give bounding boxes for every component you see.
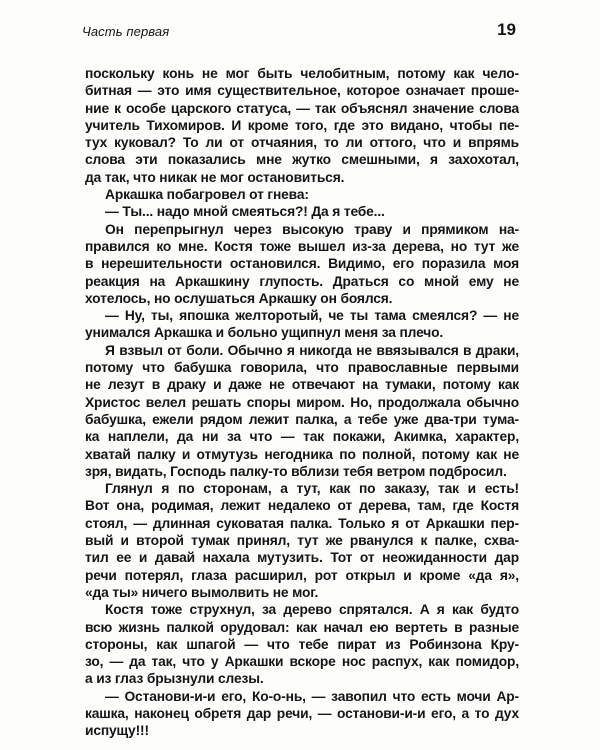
text-line: Христос велел решать споры миром. Но, продолжала обычно [85, 394, 519, 410]
text-line: Вот она, родимая, лежит недалеко от дерева, там, где Костя [85, 498, 519, 514]
text-line: хотелось, но ослушаться Аркашку он боялся. [85, 290, 393, 306]
text-line: речи потерял, глаза расширил, рот открыл и кроме «да я», [85, 567, 519, 583]
text-line: хватай палку и отмутузь негодника по полной, потому как не [85, 446, 519, 462]
text-line: потому что бабушка говорила, что православные первыми [85, 360, 519, 376]
text-line: правился ко мне. Костя тоже вышел из-за дерева, но тут же [85, 238, 519, 254]
running-header [82, 18, 516, 44]
text-line: «да ты» ничего вымолвить не мог. [85, 584, 319, 600]
text-line: бабушка, ежели рядом лежит палка, а тебе уже два-три тума- [85, 411, 519, 427]
text-line: — Останови-и-и его, Ко-о-нь, — завопил что есть мочи Ар- [105, 688, 519, 704]
text-line: унимался Аркашка и больно ущипнул меня за плечо. [85, 325, 444, 341]
text-line: тух куковал? То ли от отчаяния, то ли оттого, что и впрямь [85, 135, 519, 151]
text-line: — Ты... надо мной смеяться?! Да я тебе... [105, 204, 385, 220]
text-line: — Ну, ты, япошка желторотый, че ты тама смеялся? — не [105, 308, 519, 324]
text-line: тил ее и давай нахала мутузить. Тот от неожиданности дар [85, 550, 519, 566]
text-line: учитель Тихомиров. И кроме того, где это видано, чтобы пе- [85, 117, 519, 133]
text-line: Глянул я по сторонам, а тут, как по заказу, так и есть! [105, 481, 519, 497]
text-line: да так, что никак не мог остановиться. [85, 169, 345, 185]
text-line: слова эти показались мне жутко смешными, я захохотал, [85, 152, 519, 168]
text-line: ние к особе царского статуса, — так объяснял значение слова [85, 100, 519, 116]
text-line: зо, — да так, что у Аркашки вскоре нос распух, как помидор, [85, 654, 519, 670]
text-line: не лезут в драку и даже не отвечают на тумаки, потому как [85, 377, 519, 393]
section-title: Часть первая [82, 24, 170, 39]
text-line: реакция на Аркашкину глупость. Драться со мной ему не [85, 273, 519, 289]
text-line: а из глаз брызнули слезы. [85, 671, 264, 687]
text-line: испущу!!! [85, 723, 149, 739]
text-line: Костя тоже струхнул, за дерево спрятался. А я как будто [105, 602, 519, 618]
text-line: всю жизнь палкой орудовал: как начал ею вертеть в разные [85, 619, 519, 635]
body-text [85, 65, 519, 740]
text-line: вый и второй тумак принял, тут же рванулся к палке, схва- [85, 533, 519, 549]
text-line: стоял, — длинная суковатая палка. Только я от Аркашки пер- [85, 515, 519, 531]
text-line: стороны, как шпагой — что тебе пират из Робинзона Кру- [85, 636, 519, 652]
text-line: кашка, наконец обретя дар речи, — останови-и-и его, а то дух [85, 705, 519, 721]
text-line: в нерешительности остановился. Видимо, его поразила моя [85, 256, 519, 272]
text-line: ка наплели, да ни за что — так покажи, Акимка, характер, [85, 429, 519, 445]
text-line: поскольку конь не мог быть челобитным, потому как чело- [85, 66, 519, 81]
text-line: Он перепрыгнул через высокую траву и прямиком на- [105, 221, 519, 237]
text-line: битная — это имя существительное, которое означает проше- [85, 83, 519, 99]
page-number: 19 [497, 20, 516, 39]
text-line: Я взвыл от боли. Обычно я никогда не ввязывался в драки, [105, 342, 519, 358]
text-line: Аркашка побагровел от гнева: [105, 187, 309, 203]
text-line: зря, видать, Господь палку-то вблизи тебя ветром подбросил. [85, 463, 507, 479]
